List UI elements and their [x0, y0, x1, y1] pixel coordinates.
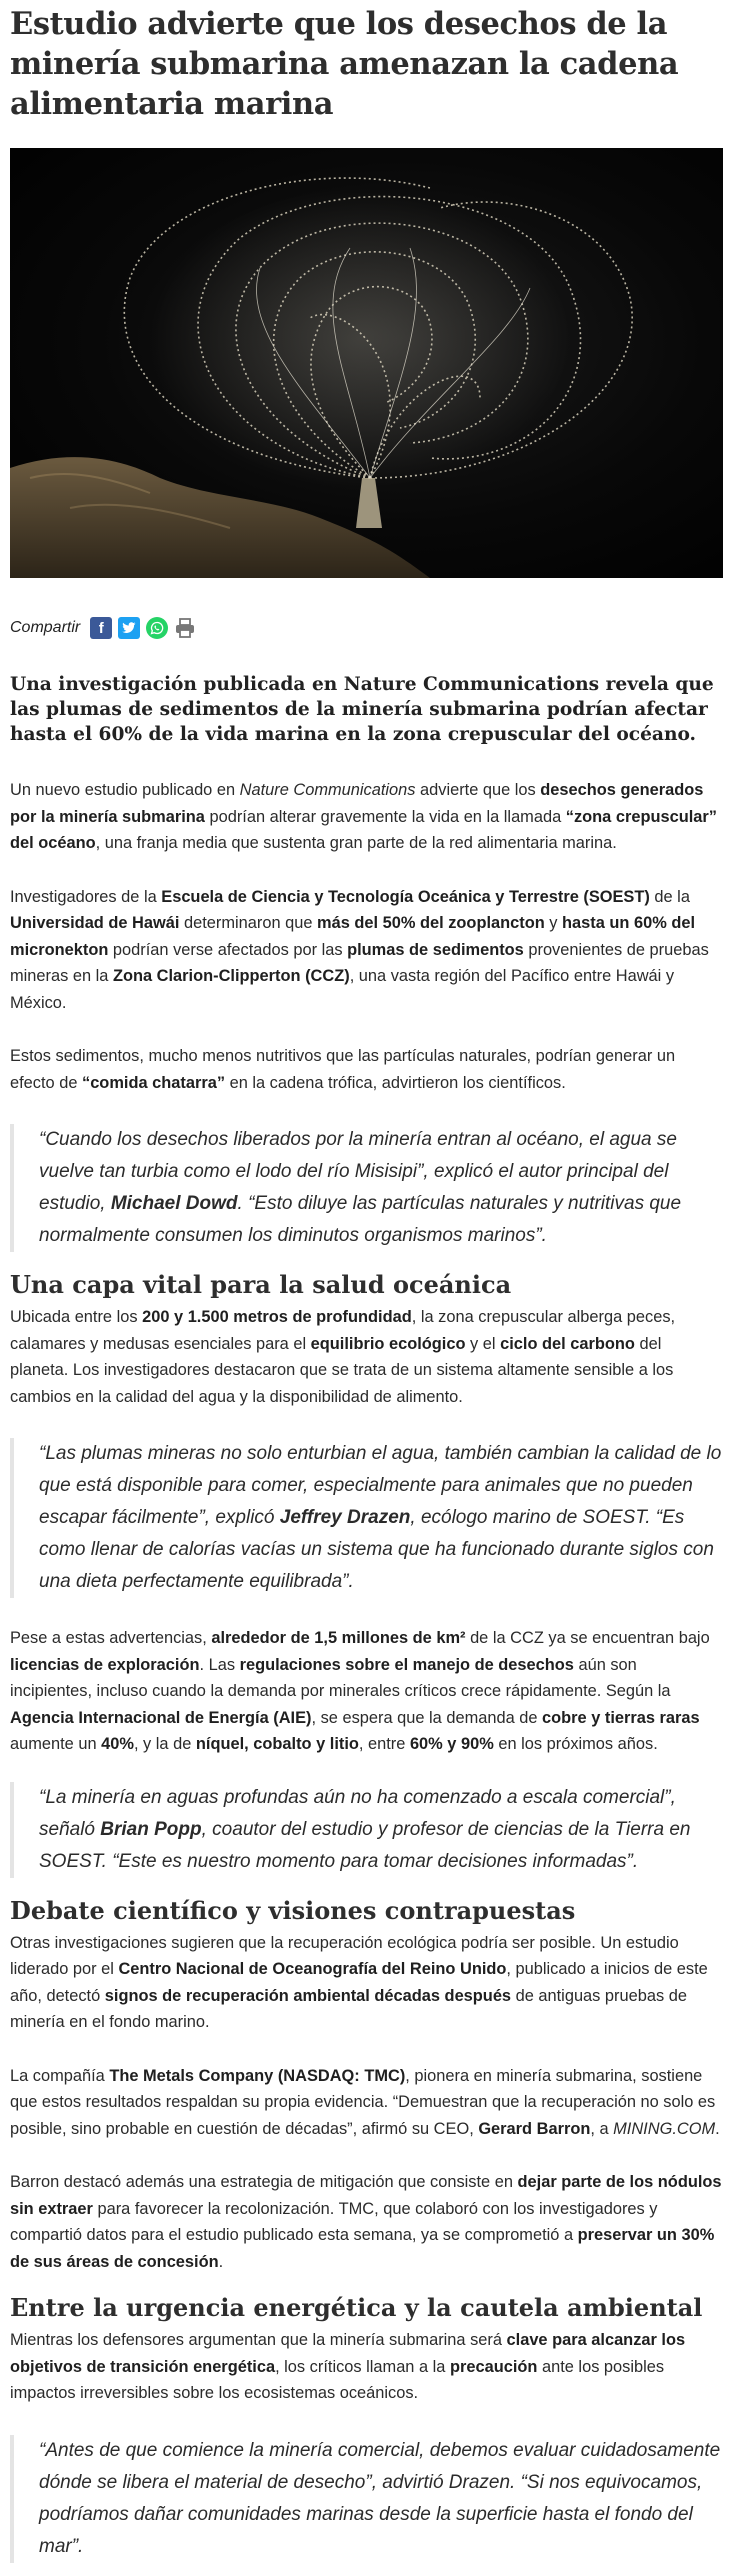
- paragraph-1: Un nuevo estudio publicado en Nature Communications advierte que los desechos generados por la minería submarina podrían alterar gravemente la vida en la llamada “zona crepuscular” del océano, una franja media que sustenta gran parte de la red alimentaria marina.: [10, 781, 717, 852]
- paragraph-7: La compañía The Metals Company (NASDAQ: TMC), pionera en minería submarina, sostiene que estos resultados respaldan su propia evidencia. “Demuestran que la recuperación no solo es posible, sino probable en cuestión de décadas”, afirmó su CEO, Gerard Barron, a MINING.COM.: [10, 2066, 720, 2138]
- paragraph-3: Estos sedimentos, mucho menos nutritivos que las partículas naturales, podrían generar un efecto de “comida chatarra” en la cadena trófica, advirtieron los científicos.: [10, 1047, 676, 1092]
- quote-dowd: “Cuando los desechos liberados por la minería entran al océano, el agua se vuelve tan turbia como el lodo del río Misisipi”, explicó el autor principal del estudio, Michael Dowd. “Esto diluye las partículas naturales y nutritivas que normalmente consumen los diminutos organismos marinos”.: [10, 1124, 723, 1252]
- section-heading-2: Debate científico y visiones contrapuestas: [10, 1895, 576, 1925]
- twitter-icon[interactable]: [118, 617, 140, 639]
- share-label: Compartir: [10, 619, 81, 636]
- paragraph-6: Otras investigaciones sugieren que la recuperación ecológica podría ser posible. Un estudio liderado por el Centro Nacional de Oceanografía del Reino Unido, publicado a inicios de este año, detectó signos de recuperación ambiental décadas después de antiguas pruebas de minería en el fondo marino.: [10, 1933, 708, 2031]
- paragraph-9: Mientras los defensores argumentan que la minería submarina será clave para alcanzar los objetivos de transición energética, los críticos llaman a la precaución ante los posibles impactos irreversibles sobre los ecosistemas oceánicos.: [10, 2331, 686, 2402]
- quote-popp: “La minería en aguas profundas aún no ha comenzado a escala comercial”, señaló Brian Popp, coautor del estudio y profesor de ciencias de la Tierra en SOEST. “Este es nuestro momento para tomar decisiones informadas”.: [10, 1782, 723, 1878]
- quote-drazen: “Las plumas mineras no solo enturbian el agua, también cambian la calidad de lo que está disponible para comer, especialmente para animales que no pueden escapar fácilmente”, explicó Jeffrey Drazen, ecólogo marino de SOEST. “Es como llenar de calorías vacías un sistema que ha funcionado durante siglos con una dieta perfectamente equilibrada”.: [10, 1438, 723, 1598]
- whatsapp-icon[interactable]: [146, 617, 168, 639]
- article-title: Estudio advierte que los desechos de la minería submarina amenazan la cadena alimentaria marina: [10, 6, 679, 122]
- section-heading-1: Una capa vital para la salud oceánica: [10, 1270, 512, 1299]
- paragraph-4: Ubicada entre los 200 y 1.500 metros de profundidad, la zona crepuscular alberga peces, calamares y medusas esenciales para el equilibrio ecológico y el ciclo del carbono del planeta. Los investigadores destacaron que se trata de un sistema altamente sensible a los cambios en la calidad del agua y la disponibilidad de alimento.: [10, 1308, 676, 1406]
- hero-image-siphonophore: [10, 148, 723, 578]
- article-lead: Una investigación publicada en Nature Communications revela que las plumas de sedimentos de la minería submarina podrían afectar hasta el 60% de la vida marina en la zona crepuscular del océano.: [10, 674, 714, 745]
- section-heading-3: Entre la urgencia energética y la cautela ambiental: [10, 2293, 703, 2322]
- facebook-icon[interactable]: f: [90, 617, 112, 639]
- paragraph-5: Pese a estas advertencias, alrededor de 1,5 millones de km² de la CCZ ya se encuentran bajo licencias de exploración. Las regulaciones sobre el manejo de desechos aún son incipientes, incluso cuando la demanda por minerales críticos crece rápidamente. Según la Agencia Internacional de Energía (AIE), se espera que la demanda de cobre y tierras raras aumente un 40%, y la de níquel, cobalto y litio, entre 60% y 90% en los próximos años.: [10, 1629, 710, 1753]
- hero-illustration: [10, 148, 723, 578]
- quote-drazen-closing: “Antes de que comience la minería comercial, debemos evaluar cuidadosamente dónde se libera el material de desecho”, advirtió Drazen. “Si nos equivocamos, podríamos dañar comunidades marinas desde la superficie hasta el fondo del mar”.: [10, 2435, 723, 2563]
- share-bar: [10, 614, 723, 642]
- paragraph-2: Investigadores de la Escuela de Ciencia y Tecnología Oceánica y Terrestre (SOEST) de la Universidad de Hawái determinaron que más del 50% del zooplancton y hasta un 60% del micronekton podrían verse afectados por las plumas de sedimentos provenientes de pruebas mineras en la Zona Clarion-Clipperton (CCZ), una vasta región del Pacífico entre Hawái y México.: [10, 887, 709, 1012]
- print-icon[interactable]: [174, 617, 196, 639]
- paragraph-8: Barron destacó además una estrategia de mitigación que consiste en dejar parte de los nódulos sin extraer para favorecer la recolonización. TMC, que colaboró con los investigadores y compartió datos para el estudio publicado esta semana, ya se comprometió a preservar un 30% de sus áreas de concesión.: [10, 2173, 722, 2271]
